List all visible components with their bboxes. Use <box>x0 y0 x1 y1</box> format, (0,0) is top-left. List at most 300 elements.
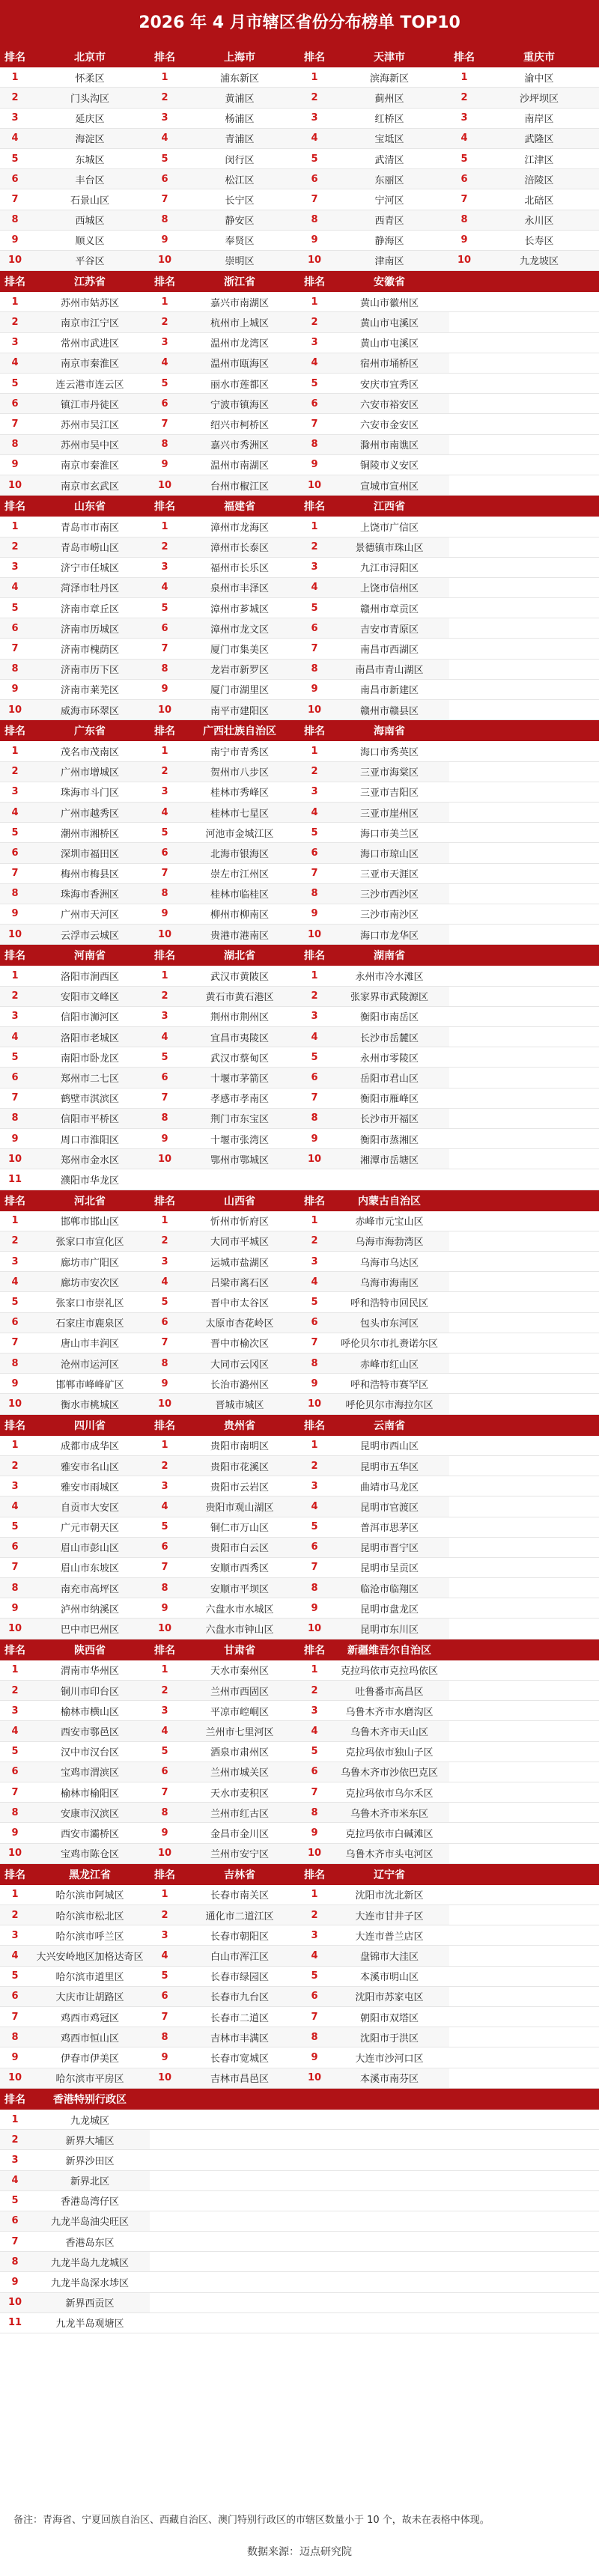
table-row <box>0 2252 599 2272</box>
rank-number: 3 <box>300 1252 329 1272</box>
district-name: 济南市章丘区 <box>30 598 150 618</box>
region-header: 新疆维吾尔自治区 <box>329 1639 449 1660</box>
rank-number: 7 <box>0 1557 30 1577</box>
rank-number: 6 <box>300 618 329 639</box>
district-name: 大连市沙河口区 <box>329 2047 449 2068</box>
rank-number: 5 <box>150 1517 180 1537</box>
district-name: 长春市九台区 <box>180 1986 300 2006</box>
district-name: 武汉市黄陂区 <box>180 966 300 986</box>
empty-cell <box>150 2252 180 2272</box>
district-name: 嘉兴市秀洲区 <box>180 434 300 454</box>
region-header: 四川省 <box>30 1415 150 1436</box>
header-spacer <box>449 1415 479 1436</box>
table-row <box>0 577 599 597</box>
rank-number: 3 <box>300 1925 329 1946</box>
rank-number: 10 <box>150 475 180 495</box>
district-name: 泸州市纳溪区 <box>30 1598 150 1619</box>
rank-number: 3 <box>300 1006 329 1026</box>
rank-number: 9 <box>300 904 329 924</box>
empty-cell <box>479 1272 599 1292</box>
district-name: 乌海市乌达区 <box>329 1252 449 1272</box>
region-group-table <box>0 1415 599 1639</box>
empty-cell <box>479 1394 599 1414</box>
rank-number: 6 <box>150 1537 180 1557</box>
rank-number: 4 <box>150 128 180 148</box>
table-row <box>0 312 599 332</box>
table-row <box>0 394 599 414</box>
table-row <box>0 1946 599 1966</box>
empty-cell <box>479 2150 599 2170</box>
district-name: 邯郸市邯山区 <box>30 1211 150 1231</box>
empty-cell <box>449 1231 479 1251</box>
rank-number: 8 <box>300 1578 329 1598</box>
district-name: 鹤壁市淇滨区 <box>30 1088 150 1108</box>
empty-cell <box>449 1292 479 1312</box>
rank-number: 2 <box>449 88 479 108</box>
rank-number: 3 <box>150 1006 180 1026</box>
rank-number: 4 <box>0 1721 30 1741</box>
empty-cell <box>479 1211 599 1231</box>
district-name: 曲靖市马龙区 <box>329 1476 449 1496</box>
district-name: 香港岛东区 <box>30 2232 150 2252</box>
district-name: 洛阳市涧西区 <box>30 966 150 986</box>
rank-number: 9 <box>0 230 30 250</box>
header-spacer <box>329 2089 449 2110</box>
district-name: 唐山市丰润区 <box>30 1333 150 1353</box>
empty-cell <box>449 1905 479 1925</box>
table-row <box>0 434 599 454</box>
district-name: 台州市椒江区 <box>180 475 300 495</box>
district-name: 九江市浔阳区 <box>329 557 449 577</box>
district-name: 桂林市七星区 <box>180 802 300 822</box>
rank-header: 排名 <box>300 1864 329 1885</box>
rank-number: 9 <box>0 1374 30 1394</box>
rank-number: 6 <box>0 1986 30 2006</box>
rank-number: 5 <box>150 1741 180 1762</box>
rank-number: 6 <box>0 843 30 863</box>
rank-number: 7 <box>150 863 180 883</box>
district-name: 大连市普兰店区 <box>329 1925 449 1946</box>
district-name: 丽水市莲都区 <box>180 374 300 394</box>
empty-cell <box>150 2312 180 2333</box>
district-name: 临沧市临翔区 <box>329 1578 449 1598</box>
empty-cell <box>449 332 479 353</box>
empty-cell <box>150 2190 180 2211</box>
region-header: 贵州省 <box>180 1415 300 1436</box>
district-name: 兰州市安宁区 <box>180 1843 300 1863</box>
rank-number: 2 <box>0 88 30 108</box>
empty-cell <box>150 2150 180 2170</box>
district-name: 西青区 <box>329 210 449 230</box>
district-name: 哈尔滨市松北区 <box>30 1905 150 1925</box>
district-name: 郑州市二七区 <box>30 1068 150 1088</box>
empty-cell <box>449 1701 479 1721</box>
rank-number: 4 <box>150 353 180 373</box>
rank-number: 8 <box>0 1578 30 1598</box>
empty-cell <box>449 659 479 679</box>
rank-number: 5 <box>150 1292 180 1312</box>
rank-number: 7 <box>150 189 180 210</box>
header-spacer <box>479 945 599 966</box>
rank-number: 6 <box>150 1986 180 2006</box>
empty-cell <box>479 1006 599 1026</box>
rank-number: 4 <box>150 577 180 597</box>
district-name: 贵阳市花溪区 <box>180 1455 300 1476</box>
empty-cell <box>479 1537 599 1557</box>
empty-cell <box>479 1128 599 1148</box>
district-name: 沧州市运河区 <box>30 1354 150 1374</box>
district-name: 泉州市丰泽区 <box>180 577 300 597</box>
table-row <box>0 1701 599 1721</box>
empty-cell <box>479 1925 599 1946</box>
empty-cell <box>150 2170 180 2190</box>
region-header: 江西省 <box>329 496 449 517</box>
region-header: 浙江省 <box>180 271 300 292</box>
empty-cell <box>479 1027 599 1047</box>
rank-number: 8 <box>150 1108 180 1128</box>
table-row <box>0 1027 599 1047</box>
rank-header: 排名 <box>449 46 479 67</box>
district-name: 平谷区 <box>30 250 150 270</box>
empty-cell <box>449 802 479 822</box>
rank-number: 10 <box>0 1394 30 1414</box>
district-name: 克拉玛依市白碱滩区 <box>329 1823 449 1843</box>
table-row <box>0 2232 599 2252</box>
table-row <box>0 1537 599 1557</box>
rank-number: 8 <box>300 1803 329 1823</box>
rank-number: 1 <box>0 1436 30 1456</box>
rank-number: 7 <box>0 1333 30 1353</box>
empty-cell <box>479 2252 599 2272</box>
rank-number: 4 <box>150 1946 180 1966</box>
empty-cell <box>479 761 599 782</box>
district-name: 乌鲁木齐市头屯河区 <box>329 1843 449 1863</box>
region-header: 福建省 <box>180 496 300 517</box>
rank-number: 7 <box>0 2007 30 2027</box>
district-name: 长寿区 <box>479 230 599 250</box>
district-name: 贵阳市云岩区 <box>180 1476 300 1496</box>
district-name: 延庆区 <box>30 108 150 128</box>
district-name: 武汉市蔡甸区 <box>180 1047 300 1068</box>
district-name: 白山市浑江区 <box>180 1946 300 1966</box>
rank-number: 2 <box>300 312 329 332</box>
rank-header: 排名 <box>150 945 180 966</box>
table-header-row <box>0 1190 599 1211</box>
table-row <box>0 374 599 394</box>
table-row <box>0 966 599 986</box>
district-name: 苏州市吴中区 <box>30 434 150 454</box>
district-name: 西安市鄠邑区 <box>30 1721 150 1741</box>
empty-cell <box>479 1068 599 1088</box>
empty-cell <box>449 618 479 639</box>
rank-number: 1 <box>0 2110 30 2130</box>
table-row <box>0 2312 599 2333</box>
district-name: 浦东新区 <box>180 67 300 88</box>
rank-number: 11 <box>0 2312 30 2333</box>
rank-number: 2 <box>0 2130 30 2150</box>
empty-cell <box>449 2292 479 2312</box>
district-name: 石家庄市鹿泉区 <box>30 1312 150 1333</box>
empty-cell <box>180 2312 300 2333</box>
table-row <box>0 2211 599 2231</box>
rank-number: 1 <box>0 67 30 88</box>
header-spacer <box>449 1864 479 1885</box>
district-name: 眉山市东坡区 <box>30 1557 150 1577</box>
empty-cell <box>479 1476 599 1496</box>
district-name: 贵港市港南区 <box>180 925 300 945</box>
empty-cell <box>479 454 599 475</box>
district-name: 铜仁市万山区 <box>180 1517 300 1537</box>
district-name: 福州市长乐区 <box>180 557 300 577</box>
empty-cell <box>329 1169 449 1190</box>
district-name: 铜陵市义安区 <box>329 454 449 475</box>
district-name: 朝阳市双塔区 <box>329 2007 449 2027</box>
rank-number: 1 <box>300 1436 329 1456</box>
district-name: 漳州市芗城区 <box>180 598 300 618</box>
rank-number: 4 <box>150 1272 180 1292</box>
table-row <box>0 169 599 189</box>
region-group-table <box>0 1864 599 2089</box>
district-name: 顺义区 <box>30 230 150 250</box>
rank-header: 排名 <box>150 271 180 292</box>
rank-number: 10 <box>0 1619 30 1639</box>
rank-number: 2 <box>300 88 329 108</box>
rank-number: 3 <box>0 1925 30 1946</box>
header-spacer <box>479 2089 599 2110</box>
district-name: 兰州市城关区 <box>180 1762 300 1782</box>
rank-number: 1 <box>150 1211 180 1231</box>
district-name: 洛阳市老城区 <box>30 1027 150 1047</box>
district-name: 门头沟区 <box>30 88 150 108</box>
region-header: 香港特别行政区 <box>30 2089 150 2110</box>
district-name: 湘潭市岳塘区 <box>329 1149 449 1169</box>
empty-cell <box>329 2312 449 2333</box>
table-row <box>0 823 599 843</box>
rank-number: 1 <box>300 741 329 761</box>
rank-number: 4 <box>0 2170 30 2190</box>
district-name: 厦门市集美区 <box>180 639 300 659</box>
rank-number: 10 <box>300 250 329 270</box>
rank-number: 8 <box>0 659 30 679</box>
district-name: 张家界市武陵源区 <box>329 986 449 1006</box>
rank-number: 2 <box>150 986 180 1006</box>
table-row <box>0 1149 599 1169</box>
district-name: 克拉玛依市克拉玛依区 <box>329 1660 449 1681</box>
empty-cell <box>479 1701 599 1721</box>
district-name: 宁波市镇海区 <box>180 394 300 414</box>
district-name: 长治市潞州区 <box>180 1374 300 1394</box>
rank-number: 8 <box>150 434 180 454</box>
district-name: 海淀区 <box>30 128 150 148</box>
region-header: 甘肃省 <box>180 1639 300 1660</box>
header-spacer <box>300 2089 329 2110</box>
table-row <box>0 517 599 537</box>
empty-cell <box>479 618 599 639</box>
empty-cell <box>449 1843 479 1863</box>
rank-number: 10 <box>150 1394 180 1414</box>
district-name: 长春市南关区 <box>180 1885 300 1905</box>
table-row <box>0 1272 599 1292</box>
rank-number: 5 <box>0 598 30 618</box>
header-spacer <box>449 2089 479 2110</box>
rank-number: 4 <box>0 353 30 373</box>
empty-cell <box>479 1762 599 1782</box>
district-name: 济南市槐荫区 <box>30 639 150 659</box>
rank-number: 1 <box>449 67 479 88</box>
rank-number: 7 <box>300 1333 329 1353</box>
rank-number: 9 <box>150 904 180 924</box>
rank-number: 10 <box>150 1149 180 1169</box>
empty-cell <box>180 2211 300 2231</box>
table-row <box>0 557 599 577</box>
district-name: 吐鲁番市高昌区 <box>329 1681 449 1701</box>
empty-cell <box>449 1088 479 1108</box>
table-header-row <box>0 496 599 517</box>
rank-number: 7 <box>300 1557 329 1577</box>
rank-number: 2 <box>150 1231 180 1251</box>
district-name: 衡水市桃城区 <box>30 1394 150 1414</box>
empty-cell <box>479 1598 599 1619</box>
table-row <box>0 863 599 883</box>
district-name: 廊坊市安次区 <box>30 1272 150 1292</box>
table-header-row <box>0 1639 599 1660</box>
district-name: 茂名市茂南区 <box>30 741 150 761</box>
table-row <box>0 189 599 210</box>
empty-cell <box>300 2190 329 2211</box>
region-group-table <box>0 1190 599 1415</box>
rank-number: 5 <box>0 374 30 394</box>
empty-cell <box>479 2027 599 2047</box>
empty-cell <box>449 1027 479 1047</box>
rank-number: 9 <box>0 904 30 924</box>
district-name: 宜昌市夷陵区 <box>180 1027 300 1047</box>
header-spacer <box>449 1639 479 1660</box>
empty-cell <box>449 1741 479 1762</box>
region-header: 广东省 <box>30 720 150 741</box>
rank-number: 1 <box>300 1211 329 1231</box>
rank-number: 4 <box>0 1496 30 1517</box>
empty-cell <box>479 925 599 945</box>
empty-cell <box>479 1885 599 1905</box>
district-name: 九龙坡区 <box>479 250 599 270</box>
empty-cell <box>449 1333 479 1353</box>
district-name: 东城区 <box>30 148 150 168</box>
empty-cell <box>449 1803 479 1823</box>
empty-cell <box>150 2272 180 2292</box>
empty-cell <box>479 2232 599 2252</box>
rank-number: 1 <box>300 292 329 312</box>
empty-cell <box>479 517 599 537</box>
district-name: 郑州市金水区 <box>30 1149 150 1169</box>
district-name: 新界北区 <box>30 2170 150 2190</box>
table-row <box>0 332 599 353</box>
header-spacer <box>449 720 479 741</box>
district-name: 渭南市华州区 <box>30 1660 150 1681</box>
empty-cell <box>479 1966 599 1986</box>
empty-cell <box>479 1333 599 1353</box>
district-name: 苏州市姑苏区 <box>30 292 150 312</box>
empty-cell <box>479 2190 599 2211</box>
region-header: 云南省 <box>329 1415 449 1436</box>
rank-header: 排名 <box>300 945 329 966</box>
empty-cell <box>479 1986 599 2006</box>
table-row <box>0 1374 599 1394</box>
rank-number: 2 <box>300 537 329 557</box>
empty-cell <box>449 1925 479 1946</box>
region-header: 天津市 <box>329 46 449 67</box>
rank-number: 10 <box>449 250 479 270</box>
rank-number: 8 <box>300 434 329 454</box>
empty-cell <box>449 1394 479 1414</box>
region-header: 湖北省 <box>180 945 300 966</box>
district-name: 上饶市信州区 <box>329 577 449 597</box>
rank-number: 1 <box>150 1885 180 1905</box>
district-name: 昆明市东川区 <box>329 1619 449 1639</box>
rank-number: 3 <box>150 1925 180 1946</box>
empty-cell <box>449 1681 479 1701</box>
rank-number: 7 <box>300 414 329 434</box>
empty-cell <box>479 1782 599 1802</box>
empty-cell <box>449 577 479 597</box>
rank-number: 4 <box>150 802 180 822</box>
table-row <box>0 741 599 761</box>
rank-number: 6 <box>0 1312 30 1333</box>
district-name: 菏泽市牡丹区 <box>30 577 150 597</box>
empty-cell <box>329 2130 449 2150</box>
empty-cell <box>449 2170 479 2190</box>
rank-number: 3 <box>300 1701 329 1721</box>
district-name: 汉中市汉台区 <box>30 1741 150 1762</box>
rank-number: 10 <box>300 700 329 720</box>
empty-cell <box>449 1047 479 1068</box>
district-name: 南京市秦淮区 <box>30 454 150 475</box>
rank-number: 4 <box>449 128 479 148</box>
empty-cell <box>449 2232 479 2252</box>
data-source: 数据来源：迈点研究院 <box>247 2546 352 2558</box>
empty-cell <box>479 1823 599 1843</box>
empty-cell <box>180 2150 300 2170</box>
rank-number: 10 <box>0 1843 30 1863</box>
empty-cell <box>479 1496 599 1517</box>
table-row <box>0 2190 599 2211</box>
rank-number: 9 <box>300 679 329 699</box>
empty-cell <box>180 2272 300 2292</box>
rank-number: 3 <box>300 108 329 128</box>
district-name: 榆林市榆阳区 <box>30 1782 150 1802</box>
district-name: 南充市高坪区 <box>30 1578 150 1598</box>
empty-cell <box>180 2232 300 2252</box>
rank-number: 8 <box>300 210 329 230</box>
rank-number: 9 <box>300 2047 329 2068</box>
district-name: 香港岛湾仔区 <box>30 2190 150 2211</box>
rank-number: 5 <box>0 1517 30 1537</box>
district-name: 广元市朝天区 <box>30 1517 150 1537</box>
district-name: 荆门市东宝区 <box>180 1108 300 1128</box>
empty-cell <box>300 2312 329 2333</box>
empty-cell <box>329 2292 449 2312</box>
district-name: 永川区 <box>479 210 599 230</box>
table-row <box>0 1925 599 1946</box>
district-name: 天水市麦积区 <box>180 1782 300 1802</box>
rank-number: 9 <box>449 230 479 250</box>
district-name: 长春市宽城区 <box>180 2047 300 2068</box>
rank-header: 排名 <box>300 1415 329 1436</box>
empty-cell <box>479 577 599 597</box>
rank-number: 1 <box>150 517 180 537</box>
table-row <box>0 2110 599 2130</box>
rank-number: 9 <box>0 1823 30 1843</box>
district-name: 南平市建阳区 <box>180 700 300 720</box>
